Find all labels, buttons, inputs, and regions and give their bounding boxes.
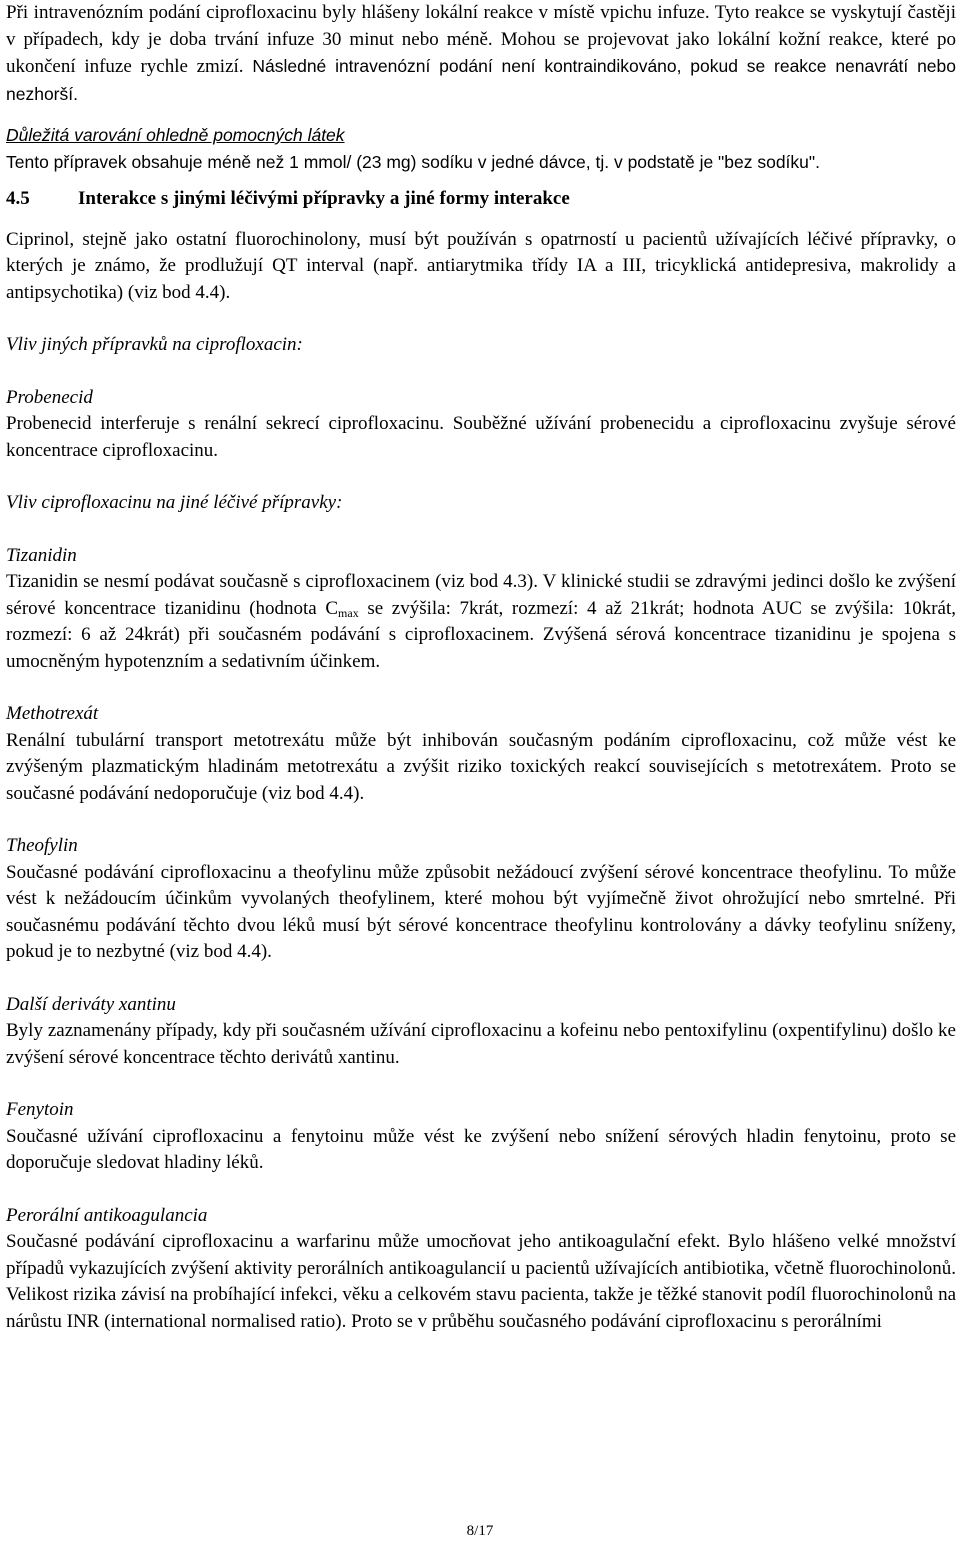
tizanidin-heading: Tizanidin	[6, 544, 77, 566]
intro-text-serif-b: Mohou se projevovat jako lokální kožní reakce, které po ukončení infuze rychle zmizí.	[6, 28, 956, 77]
antikoagulancia-text: Současné podávání ciprofloxacinu a warfarinu může umocňovat jeho antikoagulační efekt. Bylo hlášeno velké množství případů vykazujících zvýšení aktivity perorálních antikoagulancií u pacientů užívajících antibiotika, včetně fluorochinolonů. Velikost rizika závisí na probíhající infekci, věku a celkovém stavu pacienta, takže je těžké stanovit podíl fluorochinolonů na nárůstu INR (international normalised ratio). Proto se v průběhu současného podávání ciprofloxacinu s perorálními	[6, 1231, 956, 1332]
tizanidin-text	[6, 569, 956, 675]
excipient-heading: Důležitá varování ohledně pomocných látek	[6, 125, 345, 145]
methotrexat-text: Renální tubulární transport metotrexátu může být inhibován současným podáním ciprofloxacinu, což může vést ke zvýšeným plazmatickým hladinám metotrexátu a zvýšit riziko toxických reakcí souvisejících s metotrexátem. Proto se současné podávání nedoporučuje (viz bod 4.4).	[6, 729, 956, 804]
qt-paragraph: Ciprinol, stejně jako ostatní fluorochinolony, musí být používán s opatrností u pacientů užívajících léčivé přípravky, o kterých je známo, že prodlužují QT interval (např. antiarytmika třídy IA a III, tricyklická antidepresiva, makrolidy a antipsychotika) (viz bod 4.4).	[6, 228, 956, 303]
page-number: 8/17	[466, 1523, 494, 1539]
intro-text-sans: Následné intravenózní podání není kontraindikováno, pokud se reakce nenavrátí nebo nezhorší.	[6, 56, 956, 104]
probenecid-text: Probenecid interferuje s renální sekrecí ciprofloxacinu. Souběžné užívání probenecidu a ciprofloxacinu zvyšuje sérové koncentrace ciprofloxacinu.	[6, 413, 956, 461]
subheading-ciprofloxacin-effect: Vliv ciprofloxacinu na jiné léčivé přípravky:	[6, 492, 343, 513]
section-number: 4.5	[6, 188, 30, 209]
tizanidin-text-a: Tizanidin se nesmí podávat současně s ciprofloxacinem (viz bod 4.3). V klinické studii se zdravými jedinci došlo ke zvýšení sérové koncentrace tizanidinu (hodnota C	[6, 571, 956, 619]
theofylin-heading: Theofylin	[6, 835, 78, 856]
intro-text-serif-a: Při intravenózním podání ciprofloxacinu byly hlášeny lokální reakce v místě vpichu infuze. Tyto reakce se vyskytují častěji v případech, kdy je doba trvání infuze 30 minut nebo méně.	[6, 2, 956, 50]
fenytoin-text: Současné užívání ciprofloxacinu a fenytoinu může vést ke zvýšení nebo snížení sérových hladin fenytoinu, proto se doporučuje sledovat hladiny léků.	[6, 1125, 956, 1173]
section-title	[6, 186, 956, 213]
cmax-subscript: max	[338, 605, 359, 620]
antikoagulancia-heading: Perorální antikoagulancia	[6, 1204, 208, 1226]
xantiny-heading: Další deriváty xantinu	[6, 993, 176, 1015]
fenytoin-heading: Fenytoin	[6, 1099, 74, 1120]
excipient-block	[6, 122, 956, 176]
document-page	[6, 0, 956, 1335]
tizanidin-text-b: se zvýšila: 7krát, rozmezí: 4 až 21krát; hodnota AUC se zvýšila: 10krát, rozmezí: 6 až 24krát) při současném podávání s ciprofloxacinem. Zvýšená sérová koncentrace tizanidinu je spojena s umocněným hypotenzním a sedativním účinkem.	[6, 597, 956, 672]
xantiny-text: Byly zaznamenány případy, kdy při současném užívání ciprofloxacinu a kofeinu nebo pentoxifylinu (oxpentifylinu) došlo ke zvýšení sérové koncentrace těchto derivátů xantinu.	[6, 1020, 956, 1068]
theofylin-text: Současné podávání ciprofloxacinu a theofylinu může způsobit nežádoucí zvýšení sérové koncentrace theofylinu. To může vést k nežádoucím účinkům vyvolaných theofylinem, které mohou být vyjímečně život ohrožující nebo smrtelné. Při současnému podávání těchto dvou léků musí být sérové koncentrace theofylinu kontrolovány a dávky teofylinu sníženy, pokud je to nezbytné (viz bod 4.4).	[6, 861, 956, 962]
methotrexat-heading: Methotrexát	[6, 703, 99, 724]
intro-paragraph	[6, 0, 956, 108]
probenecid-heading: Probenecid	[6, 386, 93, 408]
section-heading: Interakce s jinými léčivými přípravky a jiné formy interakce	[78, 188, 570, 209]
subheading-other-drugs: Vliv jiných přípravků na ciprofloxacin:	[6, 334, 303, 355]
excipient-text: Tento přípravek obsahuje méně než 1 mmol/ (23 mg) sodíku v jedné dávce, tj. v podstatě je "bez sodíku".	[6, 152, 820, 172]
